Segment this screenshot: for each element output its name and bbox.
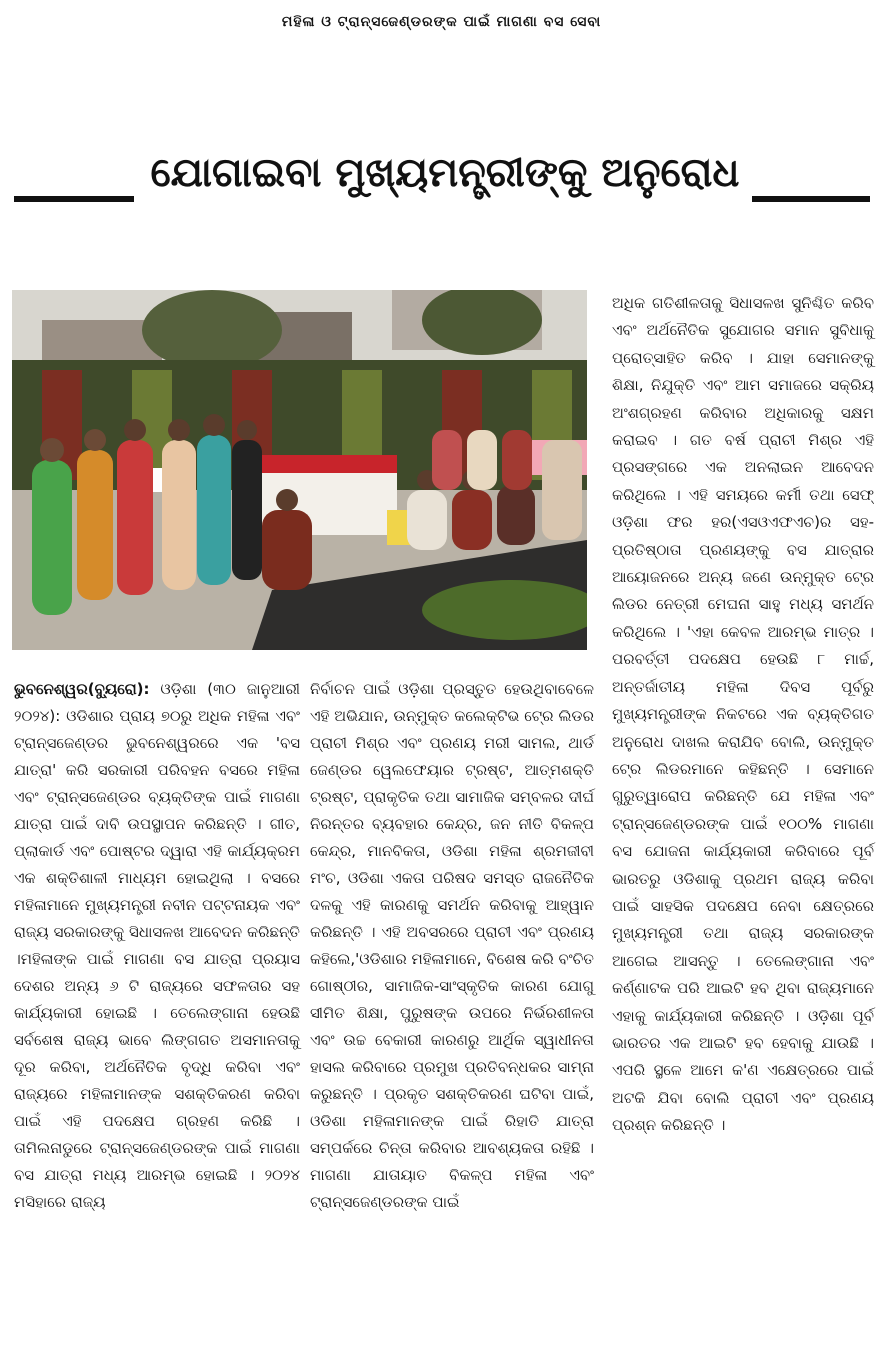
column-3-text: ଅଧିକ ଗତିଶୀଳତାକୁ ସିଧାସଳଖ ସୁନିଶ୍ଚିତ କରିବ ଏବଂ ଅର୍ଥନୈତିକ ସୁଯୋଗର ସମାନ ସୁବିଧାକୁ ପ୍ରୋତ୍ସାହିତ କରିବ । ଯାହା ସେମାନଙ୍କୁ ଶିକ୍ଷା, ନିଯୁକ୍ତି ଏବଂ ଆମ ସମାଜରେ ସକ୍ରିୟ ଅଂଶଗ୍ରହଣ କରିବାର ଅଧିକାରକୁ ସକ୍ଷମ କରାଇବ । ଗତ ବର୍ଷ ପ୍ରାଚୀ ମିଶ୍ର ଏହି ପ୍ରସଙ୍ଗରେ ଏକ ଅନଲାଇନ ଆବେଦନ କରିଥିଲେ । ଏହି ସମୟରେ କର୍ମୀ ତଥା ସେଫ୍ ଓଡ଼ିଶା ଫର ହର(ଏସଓଏଫଏଚ)ର ସହ-ପ୍ରତିଷ୍ଠାତା ପ୍ରଣୟଙ୍କୁ ବସ ଯାତ୍ରାର ଆୟୋଜନରେ ଅନ୍ୟ ଜଣେ ଉନ୍ମୁକ୍ତ ଟେ୍ର ଲିଡର ନେତ୍ରୀ ମେଘନା ସାହୁ ମଧ୍ୟ ସମର୍ଥନ କରିଥିଲେ । 'ଏହା କେବଳ ଆରମ୍ଭ ମାତ୍ର । ପରବର୍ତ୍ତୀ ପଦକ୍ଷେପ ହେଉଛି ୮ ମାର୍ଚ୍ଚ, ଅନ୍ତର୍ଜାତୀୟ ମହିଳା ଦିବସ ପୂର୍ବରୁ ମୁଖ୍ୟମନ୍ତ୍ରୀଙ୍କ ନିକଟରେ ଏକ ବ୍ୟକ୍ତିଗତ ଅନୁରୋଧ ଦାଖଲ କରାଯିବ ବୋଲି, ଉନ୍ମୁକ୍ତ ଟେ୍ର ଲିଡରମାନେ କହିଛନ୍ତି । ସେମାନେ ଗୁରୁତ୍ୱାରୋପ କରିଛନ୍ତି ଯେ ମହିଳା ଏବଂ ଟ୍ରାନ୍ସଜେଣ୍ଡରଙ୍କ ପାଇଁ ୧୦୦% ମାଗଣା ବସ ଯୋଜନା କାର୍ଯ୍ୟକାରୀ କରିବାରେ ପୂର୍ବ ଭାରତରୁ ଓଡିଶାକୁ ପ୍ରଥମ ରାଜ୍ୟ କରିବା ପାଇଁ ସାହସିକ ପଦକ୍ଷେପ ନେବା କ୍ଷେତ୍ରରେ ମୁଖ୍ୟମନ୍ତ୍ରୀ ତଥା ରାଜ୍ୟ ସରକାରଙ୍କ ଆଗେଇ ଆସନ୍ତୁ । ତେଲେଙ୍ଗାନା ଏବଂ କର୍ଣ୍ଣାଟକ ପରି ଆଇଟି ହବ ଥିବା ରାଜ୍ୟମାନେ ଏହାକୁ କାର୍ଯ୍ୟକାରୀ କରିଛନ୍ତି । ଓଡ଼ିଶା ପୂର୍ବ ଭାରତର ଏକ ଆଇଟି ହବ ହେବାକୁ ଯାଉଛି । ଏପରି ସ୍ଥଳେ ଆମେ କ'ଣ ଏକ୍ଷେତ୍ରରେ ପାଇଁ ଅଟକି ଯିବା ବୋଲି ପ୍ରାଚୀ ଏବଂ ପ୍ରଣୟ ପ୍ରଶ୍ନ କରିଛନ୍ତି । [612,294,874,1135]
photo-illustration [12,290,587,650]
dateline: ଭୁବନେଶ୍ୱର(ବ୍ୟୁରୋ): [14,680,150,698]
headline-line-1: ମହିଳା ଓ ଟ୍ରାନ୍ସଜେଣ୍ଡରଙ୍କ ପାଇଁ ମାଗଣା ବସ ସେବା [281,14,602,30]
left-rule [14,196,134,202]
article-column-2 [310,676,594,1216]
column-2-text: ନିର୍ବାଚନ ପାଇଁ ଓଡ଼ିଶା ପ୍ରସ୍ତୁତ ହେଉଥିବାବେଳେ ଏହି ଅଭିଯାନ, ଉନ୍ମୁକ୍ତ କଲେକ୍ଟିଭ ଟେ୍ର ଲିଡର ପ୍ରାଚୀ ମିଶ୍ର ଏବଂ ପ୍ରଣୟ ମରୀ ସାମଲ, ଥାର୍ଡ ଜେଣ୍ଡର ୱେଲଫେୟାର ଟ୍ରଷ୍ଟ, ଆତ୍ମଶକ୍ତି ଟ୍ରଷ୍ଟ, ପ୍ରାକୃତିକ ତଥା ସାମାଜିକ ସମ୍ବଳର ଦୀର୍ଘ ନିରନ୍ତର ବ୍ୟବହାର କେନ୍ଦ୍ର, ଜନ ନୀତି ବିକଳ୍ପ କେନ୍ଦ୍ର, ମାନବିକତା, ଓଡିଶା ମହିଳା ଶ୍ରମଜୀବୀ ମଂଚ, ଓଡିଶା ଏକତା ପରିଷଦ ସମସ୍ତ ରାଜନୈତିକ ଦଳକୁ ଏହି କାରଣକୁ ସମର୍ଥନ କରିବାକୁ ଆହ୍ୱାନ କରିଛନ୍ତି । ଏହି ଅବସରରେ ପ୍ରାଚୀ ଏବଂ ପ୍ରଣୟ କହିଲେ,'ଓଡିଶାର ମହିଳାମାନେ, ବିଶେଷ କରି ବଂଚିତ ଗୋଷ୍ଠୀର, ସାମାଜିକ-ସାଂସ୍କୃତିକ କାରଣ ଯୋଗୁ ସୀମିତ ଶିକ୍ଷା, ପୁରୁଷଙ୍କ ଉପରେ ନିର୍ଭରଶୀଳତା ଏବଂ ଉଚ୍ଚ ବେକାରୀ କାରଣରୁ ଆର୍ଥିକ ସ୍ୱାଧୀନତା ହାସଲ କରିବାରେ ପ୍ରମୁଖ ପ୍ରତିବନ୍ଧକର ସାମ୍ନା କରୁଛନ୍ତି । ପ୍ରକୃତ ସଶକ୍ତିକରଣ ଘଟିବା ପାଇଁ, ଓଡିଶା ମହିଳାମାନଙ୍କ ପାଇଁ ରିହାତି ଯାତ୍ରା ସମ୍ପର୍କରେ ଚିନ୍ତା କରିବାର ଆବଶ୍ୟକତା ରହିଛି । ମାଗଣା ଯାତାୟାତ ବିକଳ୍ପ ମହିଳା ଏବଂ ଟ୍ରାନ୍ସଜେଣ୍ଡରଙ୍କ ପାଇଁ [310,680,594,1211]
headline-line-2: ଯୋଗାଇବା ମୁଖ୍ୟମନ୍ତ୍ରୀଙ୍କୁ ଅନୁରୋଧ [150,150,740,196]
article-column-1 [14,676,300,1216]
article-column-3 [612,290,874,1140]
right-rule [752,196,870,202]
headline-row-2 [0,150,883,250]
column-1-text: ଓଡ଼ିଶା (୩୦ ଜାନୁଆରୀ ୨୦୨୪): ଓଡିଶାର ପ୍ରାୟ ୭୦ରୁ ଅଧିକ ମହିଳା ଏବଂ ଟ୍ରାନ୍ସଜେଣ୍ଡର ଭୁବନେଶ୍ୱରରେ ଏକ 'ବସ ଯାତ୍ରା' କରି ସରକାରୀ ପରିବହନ ବସରେ ମହିଳା ଏବଂ ଟ୍ରାନ୍ସଜେଣ୍ଡର ବ୍ୟକ୍ତିଙ୍କ ପାଇଁ ମାଗଣା ଯାତ୍ରା ପାଇଁ ଦାବି ଉପସ୍ଥାପନ କରିଛନ୍ତି । ଗୀତ, ପ୍ଲାକାର୍ଡ ଏବଂ ପୋଷ୍ଟର ଦ୍ୱାରା ଏହି କାର୍ଯ୍ୟକ୍ରମ ଏକ ଶକ୍ତିଶାଳୀ ମାଧ୍ୟମ ହୋଇଥିଲା । ବସରେ ମହିଳାମାନେ ମୁଖ୍ୟମନ୍ତ୍ରୀ ନବୀନ ପଟ୍ଟନାୟକ ଏବଂ ରାଜ୍ୟ ସରକାରଙ୍କୁ ସିଧାସଳଖ ଆବେଦନ କରିଛନ୍ତି ।ମହିଳାଙ୍କ ପାଇଁ ମାଗଣା ବସ ଯାତ୍ରା ପ୍ରୟାସ ଦେଶର ଅନ୍ୟ ୬ ଟି ରାଜ୍ୟରେ ସଫଳତାର ସହ କାର୍ଯ୍ୟକାରୀ ହୋଇଛି । ତେଲେଙ୍ଗାନା ହେଉଛି ସର୍ବଶେଷ ରାଜ୍ୟ ଭାବେ ଲିଙ୍ଗଗତ ଅସମାନତାକୁ ଦୂର କରିବା, ଅର୍ଥନୈତିକ ବୃଦ୍ଧି କରିବା ଏବଂ ରାଜ୍ୟରେ ମହିଳାମାନଙ୍କ ସଶକ୍ତିକରଣ କରିବା ପାଇଁ ଏହି ପଦକ୍ଷେପ ଗ୍ରହଣ କରିଛି । ତାମିଲନାଡୁରେ ଟ୍ରାନ୍ସଜେଣ୍ଡରଙ୍କ ପାଇଁ ମାଗଣା ବସ ଯାତ୍ରା ମଧ୍ୟ ଆରମ୍ଭ ହୋଇଛି । ୨୦୨୪ ମସିହାରେ ରାଜ୍ୟ [14,680,300,1211]
news-photo [12,290,587,650]
